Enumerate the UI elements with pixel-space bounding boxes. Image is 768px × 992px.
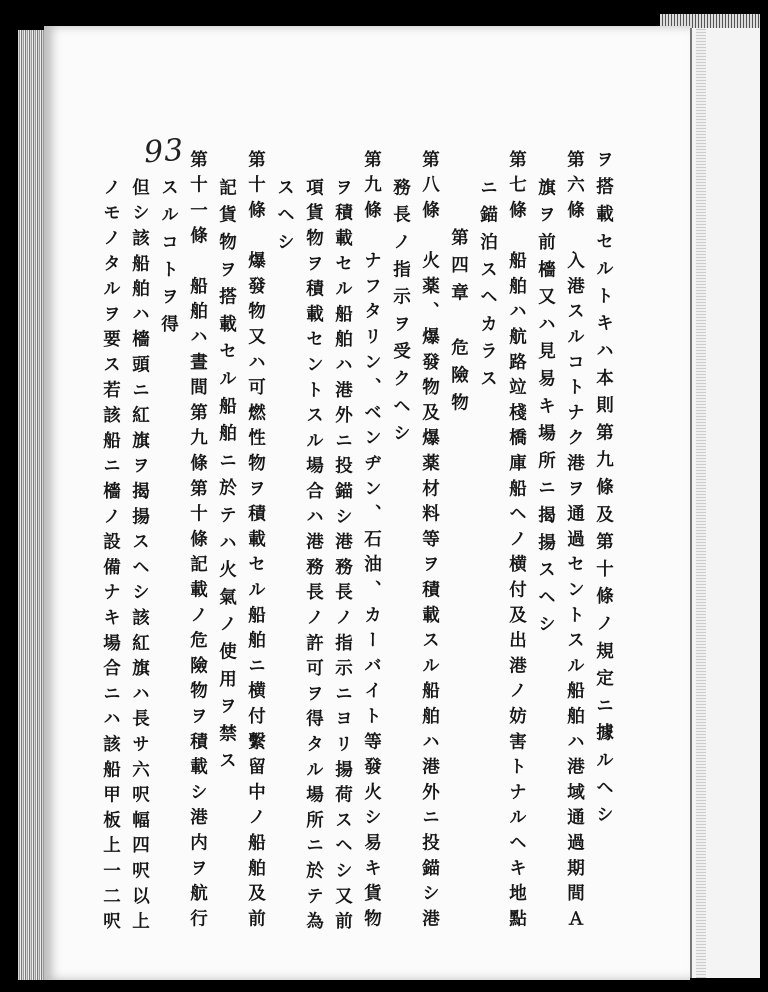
text-column-1: ヲ搭載セルトキハ本則第九條及第十條ノ規定ニ據ルヘシ [593, 150, 614, 833]
text-column-18: ノモノタルヲ要ス若該船ニ檣ノ設備ナキ場合ニハ該船甲板上一二呎 [100, 178, 121, 937]
text-column-8: 務長ノ指示ヲ受クヘシ [390, 178, 411, 451]
text-column-2: 第六條 入港スルコトナク港ヲ通過セントスル船舶ハ港域通過期間Ａ [564, 150, 585, 935]
adjacent-page-edge [690, 28, 760, 978]
text-column-13: 第十條 爆發物又ハ可燃性物ヲ積載セル船舶ニ横付繫留中ノ船舶及前 [245, 150, 266, 935]
text-column-7: 第八條 火薬、爆發物及爆薬材料等ヲ積載スル船舶ハ港外ニ投錨シ港 [419, 150, 440, 935]
text-column-10: ヲ積載セル船舶ハ港外ニ投錨シ港務長ノ指示ニヨリ揚荷スヘシ又前 [332, 178, 353, 937]
text-column-12: スヘシ [274, 178, 295, 260]
text-column-11: 項貨物ヲ積載セントスル場合ハ港務長ノ許可ヲ得タル場所ニ於テ為 [303, 178, 324, 937]
text-column-5: ニ錨泊スヘカラス [477, 178, 498, 397]
text-column-3: 旗ヲ前檣又ハ見易キ場所ニ揭揚スヘシ [535, 178, 556, 643]
page-number: 93 [142, 132, 186, 171]
text-column-14: 記貨物ヲ搭載セル船舶ニ於テハ火氣ノ使用ヲ禁ス [216, 178, 237, 779]
text-column-4: 第七條 船舶ハ航路竝棧橋庫船ヘノ横付及出港ノ妨害トナルヘキ地點 [506, 150, 527, 935]
text-column-17: 但シ該船舶ハ檣頭ニ紅旗ヲ揭揚スヘシ該紅旗ハ長サ六呎幅四呎以上 [129, 178, 150, 937]
chapter-heading: 第四章 危險物 [448, 228, 469, 421]
text-column-15: 第十一條 船舶ハ晝間第九條第十條記載ノ危險物ヲ積載シ港内ヲ航行 [187, 150, 208, 935]
text-column-16: スルコトヲ得 [158, 178, 179, 342]
text-column-9: 第九條 ナフタリン、ベンヂン、石油、カーバイト等發火シ易キ貨物 [361, 150, 382, 935]
